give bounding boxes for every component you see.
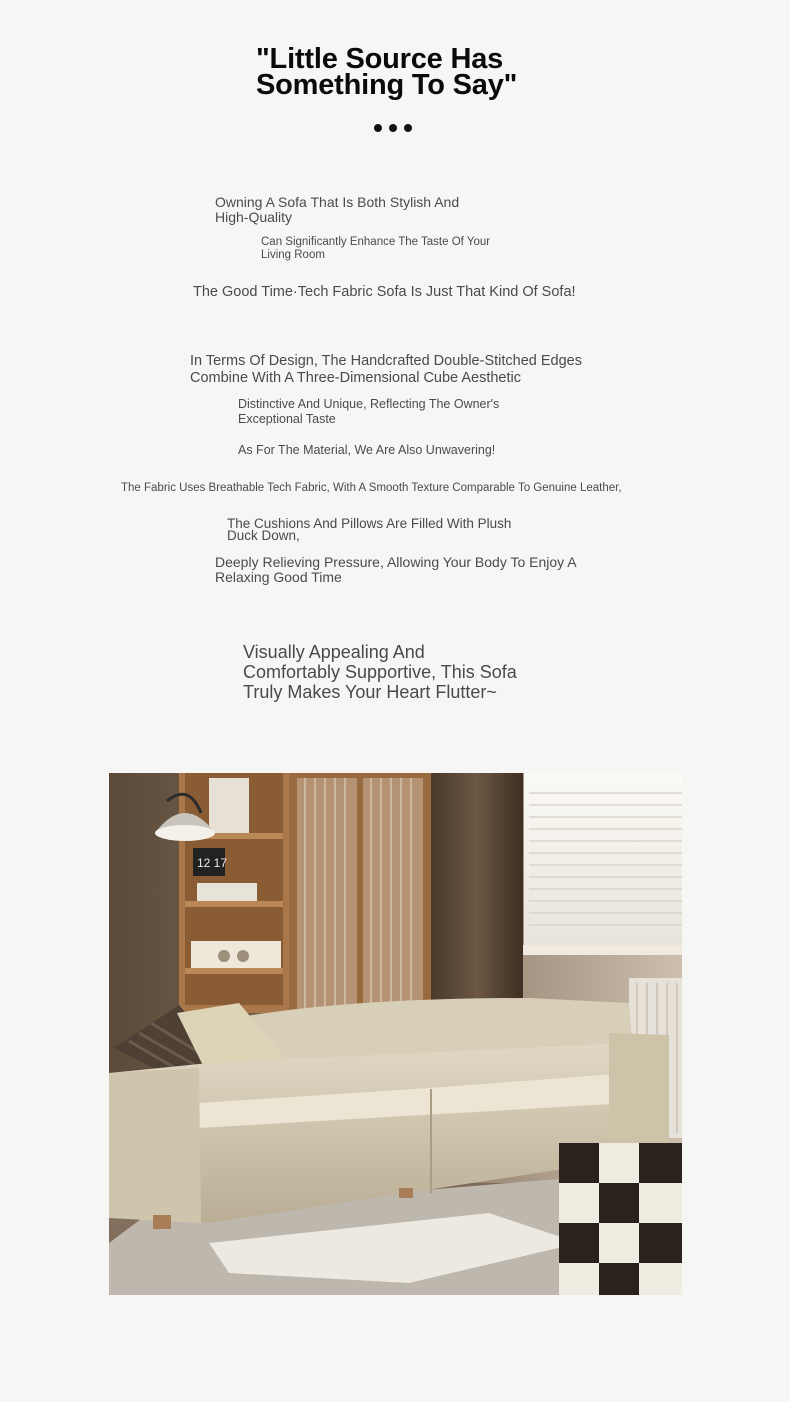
material-text-3: The Cushions And Pillows Are Filled With Plush Duck Down, [227,516,512,543]
clock-digits: 12 17 [197,856,228,870]
title-dots-ornament [374,124,412,132]
material-text-1: As For The Material, We Are Also Unwavering! [238,443,496,457]
page-title: "Little Source Has Something To Say" [256,43,518,101]
dot [404,124,412,132]
dot [374,124,382,132]
sofa-living-room-photo [109,773,682,1295]
material-text-2: The Fabric Uses Breathable Tech Fabric, With A Smooth Texture Comparable To Genuine Leather, [121,482,622,494]
intro-text-1: Owning A Sofa That Is Both Stylish And High-Quality [215,194,460,225]
design-text-1: In Terms Of Design, The Handcrafted Double-Stitched Edges Combine With A Three-Dimensional Cube Aesthetic [190,353,582,386]
intro-text-2: Can Significantly Enhance The Taste Of Your Living Room [261,236,491,261]
dot [389,124,397,132]
material-text-4: Deeply Relieving Pressure, Allowing Your Body To Enjoy A Relaxing Good Time [215,554,577,585]
design-text-2: Distinctive And Unique, Reflecting The Owner's Exceptional Taste [238,397,500,426]
closing-text: Visually Appealing And Comfortably Supportive, This Sofa Truly Makes Your Heart Flutter~ [243,642,517,702]
intro-text-3: The Good Time·Tech Fabric Sofa Is Just That Kind Of Sofa! [193,284,576,300]
